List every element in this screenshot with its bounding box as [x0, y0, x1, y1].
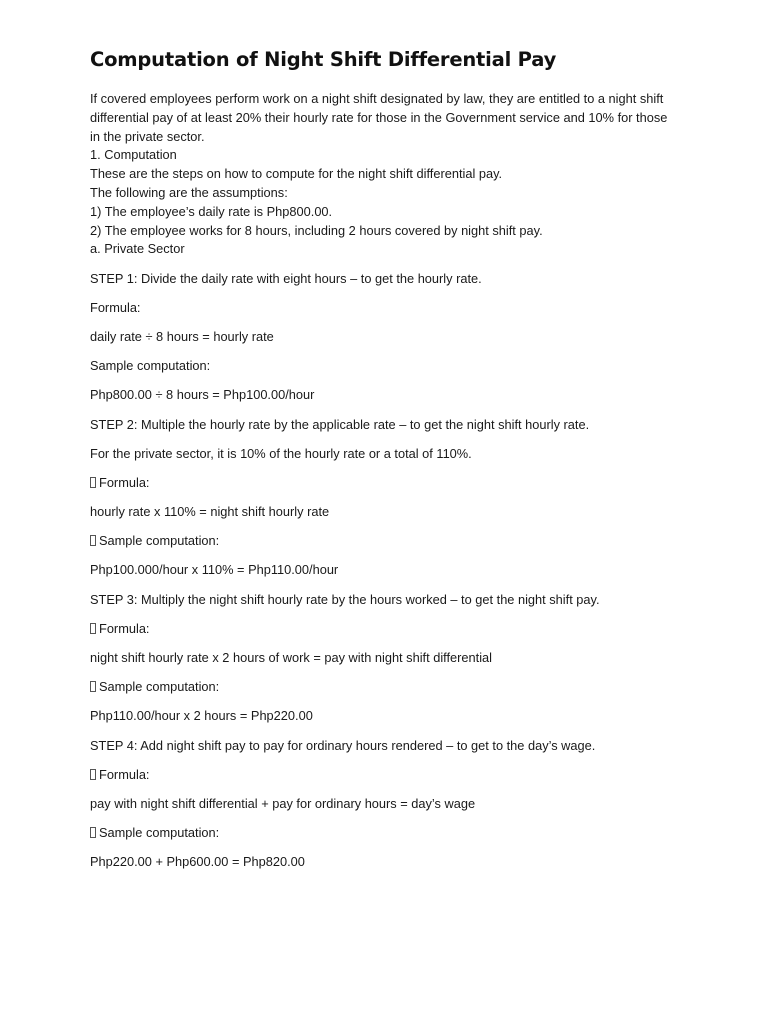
paragraph-3: [90, 328, 680, 347]
paragraph-text: pay with night shift differential + pay for ordinary hours = day’s wage: [90, 795, 476, 811]
missing-glyph-box-icon: [90, 623, 96, 634]
paragraph-text: Formula:: [90, 299, 141, 315]
paragraph-text: Sample computation:: [99, 679, 220, 695]
paragraph-20: [90, 824, 680, 843]
missing-glyph-box-icon: [90, 535, 96, 546]
paragraph-2: [90, 299, 680, 318]
steps-intro: These are the steps on how to compute for the night shift differential pay.: [90, 166, 503, 182]
missing-glyph-box-icon: [90, 769, 96, 780]
paragraph-19: [90, 795, 680, 814]
paragraph-8: [90, 474, 680, 493]
section-heading-computation: 1. Computation: [90, 147, 177, 163]
paragraph-12: [90, 591, 680, 610]
document-title: Computation of Night Shift Differential Pay: [90, 48, 557, 71]
paragraph-16: [90, 707, 680, 726]
paragraph-text: daily rate ÷ 8 hours = hourly rate: [90, 328, 274, 344]
computation-steps: [90, 270, 680, 873]
paragraph-text: STEP 1: Divide the daily rate with eight hours – to get the hourly rate.: [90, 270, 482, 286]
document-page: [90, 46, 680, 872]
paragraph-15: [90, 678, 680, 697]
paragraph-9: [90, 503, 680, 522]
paragraph-11: [90, 561, 680, 580]
paragraph-5: [90, 386, 680, 405]
paragraph-text: Php100.000/hour x 110% = Php110.00/hour: [90, 562, 339, 578]
paragraph-18: [90, 766, 680, 785]
paragraph-text: STEP 4: Add night shift pay to pay for ordinary hours rendered – to get to the day’s wage.: [90, 737, 596, 753]
intro-paragraph: If covered employees perform work on a night shift designated by law, they are entitled to a night shift differential pay of at least 20% their hourly rate for those in the Government service and 10% for those in the private sector.: [90, 91, 668, 144]
paragraph-21: [90, 853, 680, 872]
missing-glyph-box-icon: [90, 681, 96, 692]
paragraph-17: [90, 737, 680, 756]
paragraph-text: STEP 2: Multiple the hourly rate by the applicable rate – to get the night shift hourly rate.: [90, 416, 590, 432]
paragraph-text: Sample computation:: [90, 358, 211, 374]
paragraph-14: [90, 649, 680, 668]
paragraph-text: STEP 3: Multiply the night shift hourly rate by the hours worked – to get the night shift pay.: [90, 591, 600, 607]
assumption-daily-rate: 1) The employee’s daily rate is Php800.00.: [90, 203, 333, 219]
missing-glyph-box-icon: [90, 477, 96, 488]
paragraph-text: hourly rate x 110% = night shift hourly rate: [90, 504, 330, 520]
paragraph-text: Php220.00 + Php600.00 = Php820.00: [90, 854, 305, 870]
paragraph-text: Formula:: [99, 474, 150, 490]
paragraph-text: Php800.00 ÷ 8 hours = Php100.00/hour: [90, 387, 315, 403]
paragraph-text: For the private sector, it is 10% of the hourly rate or a total of 110%.: [90, 445, 472, 461]
paragraph-7: [90, 445, 680, 464]
assumption-hours: 2) The employee works for 8 hours, including 2 hours covered by night shift pay.: [90, 222, 543, 238]
paragraph-text: Formula:: [99, 766, 150, 782]
paragraph-6: [90, 416, 680, 435]
missing-glyph-box-icon: [90, 827, 96, 838]
paragraph-text: Php110.00/hour x 2 hours = Php220.00: [90, 708, 313, 724]
paragraph-text: Sample computation:: [99, 533, 220, 549]
intro-block: [90, 90, 680, 259]
assumptions-heading: The following are the assumptions:: [90, 184, 288, 200]
paragraph-text: Formula:: [99, 620, 150, 636]
paragraph-13: [90, 620, 680, 639]
paragraph-text: Sample computation:: [99, 825, 220, 841]
paragraph-10: [90, 532, 680, 551]
paragraph-1: [90, 270, 680, 289]
subsection-private-sector: a. Private Sector: [90, 241, 185, 257]
paragraph-text: night shift hourly rate x 2 hours of work = pay with night shift differential: [90, 650, 493, 665]
paragraph-4: [90, 357, 680, 376]
